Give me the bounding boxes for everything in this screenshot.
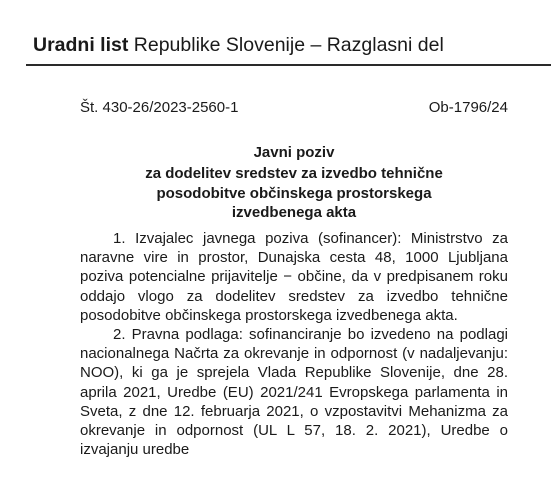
document-meta bbox=[80, 98, 508, 117]
header-divider bbox=[26, 64, 551, 66]
paragraph-2: 2. Pravna podlaga: sofinanciranje bo izvedeno na podlagi nacionalnega Načrta za okrevanje in odpornost (v nadaljevanju: NOO), ki ga je sprejela Vlada Republike Slovenije, dne 28. aprila 2021, Uredbe (EU) 2021/241 Evropskega parlamenta in Sveta, z dne 12. februarja 2021, o vzpostavitvi Mehanizma za okrevanje in odpornost (UL L 57, 18. 2. 2021), Uredbe o izvajanju uredbe bbox=[80, 326, 508, 459]
paragraph-1: 1. Izvajalec javnega poziva (sofinancer): Ministrstvo za naravne vire in prostor, Dunajska cesta 48, 1000 Ljubljana poziva potencialne prijavitelje − občine, da v predpisanem roku oddajo vlogo za dodelitev sredstev za izvedbo tehnične posodobitve občinskega prostorskega izvedbenega akta. bbox=[80, 230, 508, 324]
publication-section: Republike Slovenije – Razglasni del bbox=[128, 34, 444, 56]
ob-number: Ob-1796/24 bbox=[428, 99, 508, 116]
document-subtitle: za dodelitev sredstev za izvedbo tehnične posodobitve občinskega prostorskega izvedbenega akta bbox=[145, 165, 443, 221]
reference-number: Št. 430-26/2023-2560-1 bbox=[80, 99, 239, 116]
document-body bbox=[80, 229, 508, 459]
publication-header bbox=[33, 33, 444, 57]
publication-name: Uradni list bbox=[33, 34, 129, 56]
document-title: Javni poziv bbox=[253, 144, 335, 161]
